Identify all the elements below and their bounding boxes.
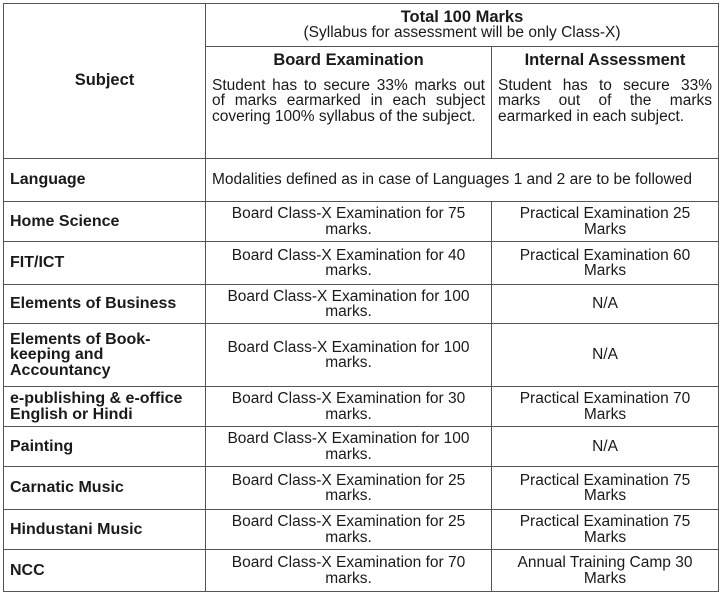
subject-cell: Language <box>4 159 206 202</box>
board-cell: Board Class-X Examination for 75 marks. <box>206 202 492 242</box>
internal-cell: Annual Training Camp 30 Marks <box>492 550 719 592</box>
subject-cell: Carnatic Music <box>4 467 206 510</box>
subject-cell: e-publishing & e-office English or Hindi <box>4 387 206 427</box>
board-cell: Board Class-X Examination for 100 marks. <box>206 285 492 324</box>
board-cell: Board Class-X Examination for 30 marks. <box>206 387 492 427</box>
table-row <box>4 510 719 550</box>
board-cell: Board Class-X Examination for 100 marks. <box>206 427 492 467</box>
subject-cell: FIT/ICT <box>4 242 206 285</box>
subject-cell: Hindustani Music <box>4 510 206 550</box>
subject-cell: NCC <box>4 550 206 592</box>
internal-cell: N/A <box>492 427 719 467</box>
board-cell: Board Class-X Examination for 40 marks. <box>206 242 492 285</box>
table-row <box>4 324 719 387</box>
subject-cell: Elements of Business <box>4 285 206 324</box>
total-note: (Syllabus for assessment will be only Class-X) <box>303 24 621 41</box>
table-row <box>4 467 719 510</box>
internal-cell: Practical Examination 75 Marks <box>492 510 719 550</box>
internal-cell: Practical Examination 60 Marks <box>492 242 719 285</box>
internal-description: Student has to secure 33% marks out of the marks earmarked in each subject. <box>492 74 719 159</box>
table-row <box>4 202 719 242</box>
subject-cell: Home Science <box>4 202 206 242</box>
table-row <box>4 242 719 285</box>
table-row <box>4 550 719 592</box>
table-row <box>4 285 719 324</box>
internal-cell: Practical Examination 25 Marks <box>492 202 719 242</box>
assessment-table <box>3 3 719 592</box>
board-cell: Board Class-X Examination for 25 marks. <box>206 510 492 550</box>
total-marks: Total 100 Marks <box>400 7 524 26</box>
table-row <box>4 387 719 427</box>
internal-cell: Practical Examination 75 Marks <box>492 467 719 510</box>
header-internal: Internal Assessment <box>492 47 719 74</box>
internal-cell: N/A <box>492 324 719 387</box>
subject-cell: Painting <box>4 427 206 467</box>
board-cell: Board Class-X Examination for 25 marks. <box>206 467 492 510</box>
header-board: Board Examination <box>206 47 492 74</box>
internal-cell: Practical Examination 70 Marks <box>492 387 719 427</box>
internal-cell: N/A <box>492 285 719 324</box>
board-description: Student has to secure 33% marks out of marks earmarked in each subject covering 100% syllabus of the subject. <box>206 74 492 159</box>
header-subject: Subject <box>4 4 206 159</box>
header-total <box>206 4 719 47</box>
language-note: Modalities defined as in case of Languages 1 and 2 are to be followed <box>206 159 719 202</box>
board-cell: Board Class-X Examination for 100 marks. <box>206 324 492 387</box>
subject-cell: Elements of Book-keeping and Accountancy <box>4 324 206 387</box>
board-cell: Board Class-X Examination for 70 marks. <box>206 550 492 592</box>
table-row <box>4 427 719 467</box>
table-row-language <box>4 159 719 202</box>
